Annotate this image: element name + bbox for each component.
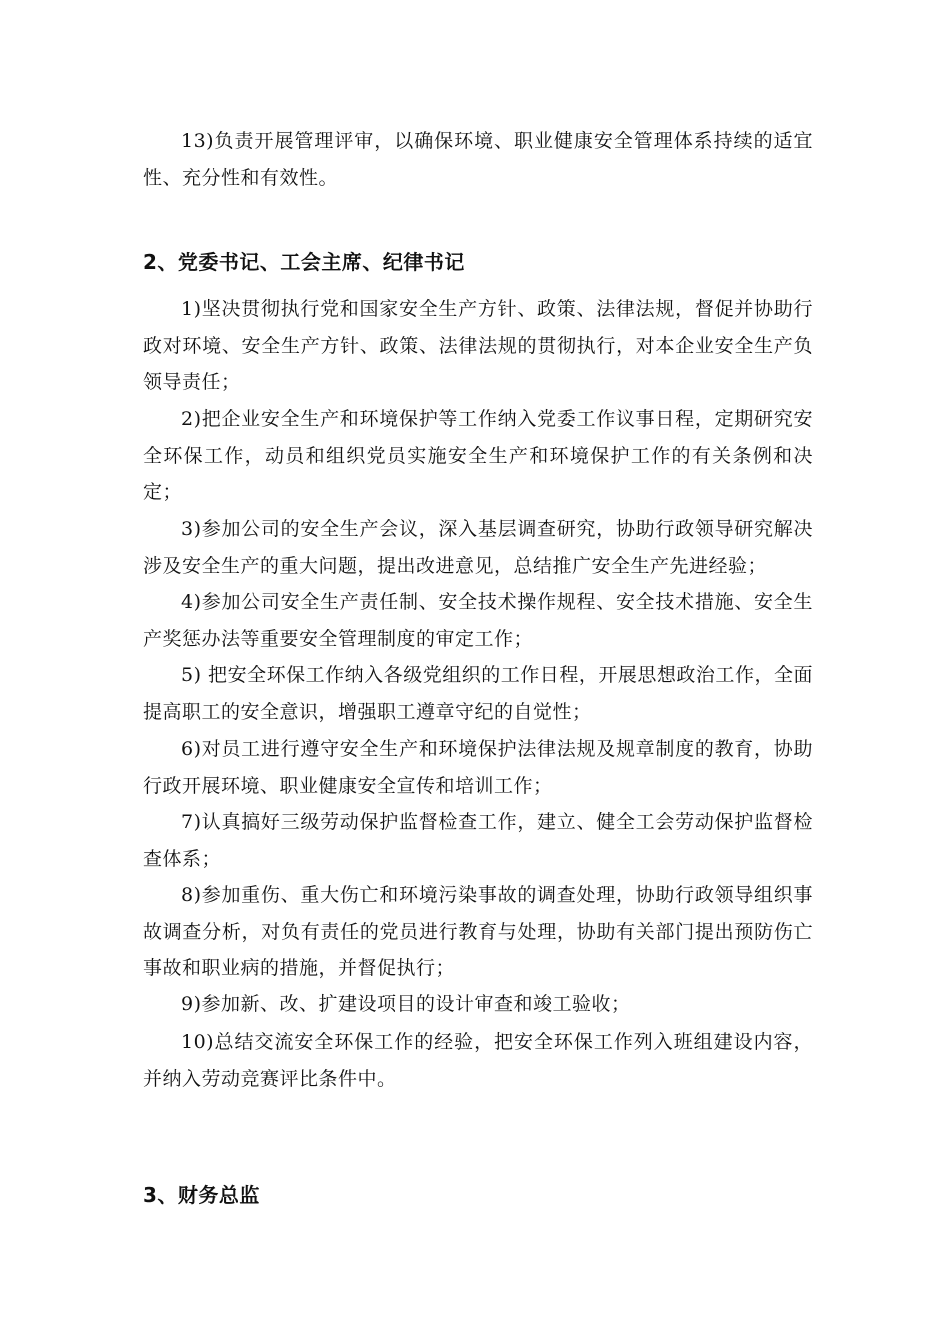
section-2-item-2: 2)把企业安全生产和环境保护等工作纳入党委工作议事日程，定期研究安全环保工作，动员和组织党员实施安全生产和环境保护工作的有关条例和决定； <box>143 408 813 503</box>
section-2-item-4: 4)参加公司安全生产责任制、安全技术操作规程、安全技术措施、安全生产奖惩办法等重要安全管理制度的审定工作； <box>143 591 813 650</box>
section-2-item-7: 7)认真搞好三级劳动保护监督检查工作，建立、健全工会劳动保护监督检查体系； <box>143 811 813 870</box>
section-2-item-3: 3)参加公司的安全生产会议，深入基层调查研究，协助行政领导研究解决涉及安全生产的重大问题，提出改进意见，总结推广安全生产先进经验； <box>143 518 813 577</box>
section-3-heading: 3、财务总监 <box>143 1183 260 1207</box>
section-2-item-8: 8)参加重伤、重大伤亡和环境污染事故的调查处理，协助行政领导组织事故调查分析，对负有责任的党员进行教育与处理，协助有关部门提出预防伤亡事故和职业病的措施，并督促执行； <box>143 884 813 979</box>
section-2-item-9: 9)参加新、改、扩建设项目的设计审查和竣工验收； <box>181 993 631 1015</box>
section-2-item-5: 5) 把安全环保工作纳入各级党组织的工作日程，开展思想政治工作，全面提高职工的安全意识，增强职工遵章守纪的自觉性； <box>143 664 813 723</box>
paragraph-item-13: 13)负责开展管理评审，以确保环境、职业健康安全管理体系持续的适宜性、充分性和有效性。 <box>143 130 813 189</box>
section-2-item-1: 1)坚决贯彻执行党和国家安全生产方针、政策、法律法规，督促并协助行政对环境、安全生产方针、政策、法律法规的贯彻执行，对本企业安全生产负领导责任； <box>143 298 813 393</box>
section-2-item-6: 6)对员工进行遵守安全生产和环境保护法律法规及规章制度的教育，协助行政开展环境、职业健康安全宣传和培训工作； <box>143 738 813 797</box>
section-2-item-10: 10)总结交流安全环保工作的经验，把安全环保工作列入班组建设内容，并纳入劳动竞赛评比条件中。 <box>143 1031 813 1090</box>
section-2-heading: 2、党委书记、工会主席、纪律书记 <box>143 250 465 274</box>
